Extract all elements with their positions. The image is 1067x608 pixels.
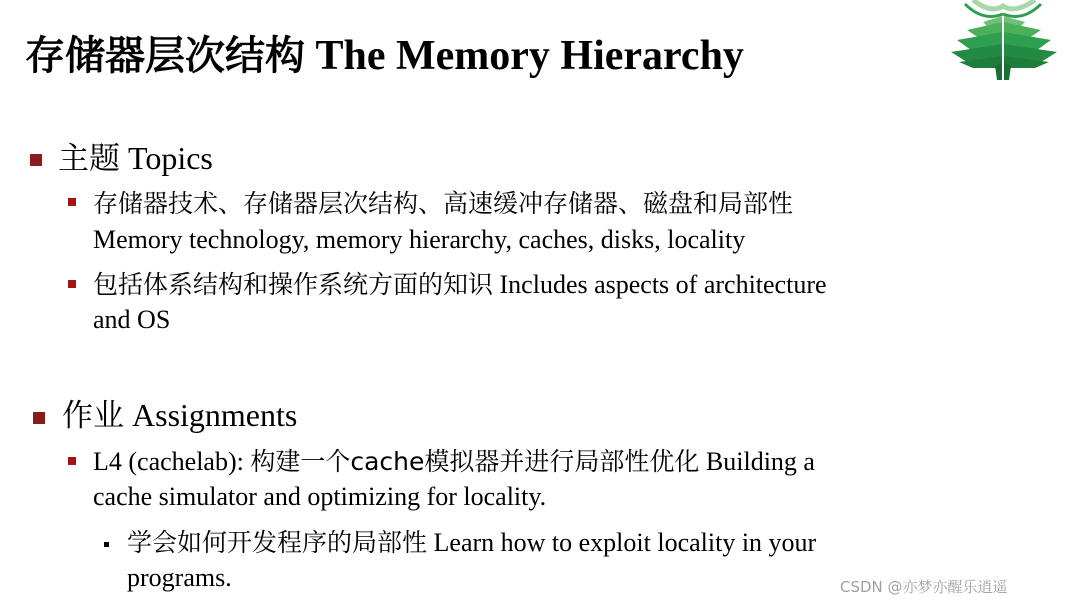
slide-title-en: The Memory Hierarchy bbox=[315, 33, 744, 79]
section-heading-assignments bbox=[62, 394, 297, 437]
section-heading-topics-cn: 主题 bbox=[58, 141, 120, 177]
list-item-assignment-1-line2 bbox=[93, 480, 546, 514]
list-item-topic-1-line1 bbox=[93, 187, 793, 221]
csdn-watermark: CSDN @亦梦亦醒乐逍遥 bbox=[840, 578, 1008, 596]
list-item-text-en: and OS bbox=[93, 305, 171, 334]
slide-title bbox=[25, 28, 744, 84]
list-subitem-text-en: Learn how to exploit locality in your bbox=[433, 528, 817, 557]
list-item-text-cn: 构建一个cache模拟器并进行局部性优化 bbox=[250, 447, 700, 476]
slide-title-cn: 存储器层次结构 bbox=[25, 33, 305, 79]
section-heading-assignments-en: Assignments bbox=[132, 397, 298, 433]
section-heading-assignments-cn: 作业 bbox=[62, 398, 124, 434]
section-bullet-topics bbox=[30, 154, 42, 166]
item-bullet bbox=[68, 457, 76, 465]
list-subitem-line1 bbox=[127, 526, 816, 560]
section-heading-topics bbox=[58, 137, 213, 180]
item-bullet bbox=[68, 280, 76, 288]
list-item-assignment-1-line1 bbox=[93, 445, 815, 479]
list-item-text-cn: 存储器技术、存储器层次结构、高速缓冲存储器、磁盘和局部性 bbox=[93, 189, 794, 218]
section-heading-topics-en: Topics bbox=[128, 140, 213, 176]
list-item-prefix: L4 (cachelab): bbox=[93, 447, 244, 476]
list-item-topic-2-line1 bbox=[93, 268, 827, 302]
list-item-text-cn: 包括体系结构和操作系统方面的知识 bbox=[93, 270, 494, 299]
list-subitem-text-cn: 学会如何开发程序的局部性 bbox=[127, 528, 428, 557]
list-item-topic-1-line2 bbox=[93, 223, 745, 257]
section-bullet-assignments bbox=[33, 412, 45, 424]
list-subitem-line2 bbox=[127, 561, 232, 595]
list-item-text-en: Memory technology, memory hierarchy, caches, disks, locality bbox=[93, 225, 746, 254]
pine-tree-logo-icon bbox=[943, 0, 1065, 82]
subitem-bullet bbox=[104, 542, 109, 547]
item-bullet bbox=[68, 198, 76, 206]
list-subitem-text-en: programs. bbox=[127, 563, 232, 592]
list-item-text-en: cache simulator and optimizing for locality. bbox=[93, 482, 547, 511]
list-item-topic-2-line2 bbox=[93, 303, 170, 337]
list-item-text-en: Building a bbox=[705, 447, 815, 476]
list-item-text-en: Includes aspects of architecture bbox=[499, 270, 827, 299]
